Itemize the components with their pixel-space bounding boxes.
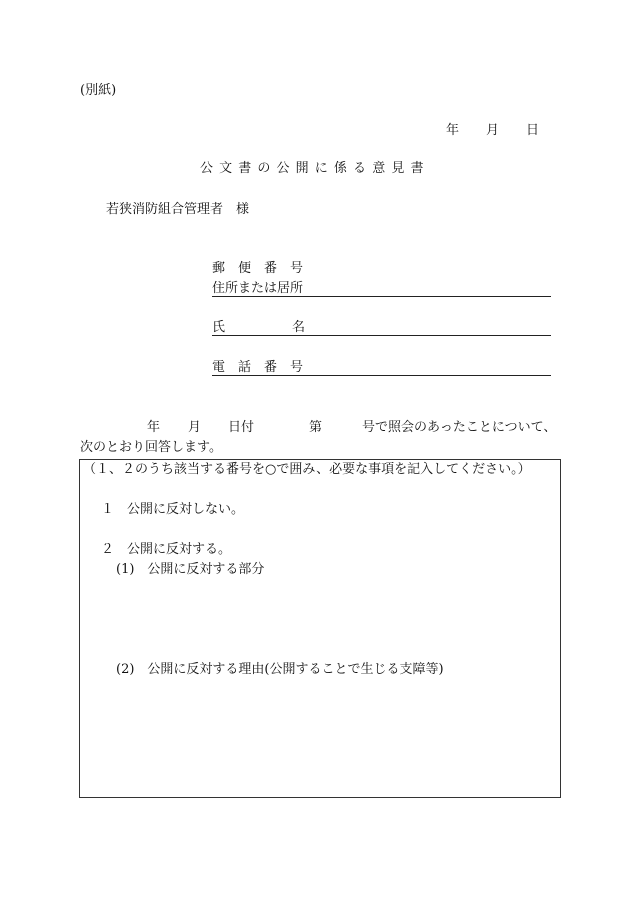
ref-day-dated: 日付	[228, 420, 255, 435]
name-field[interactable]	[212, 335, 551, 336]
ref-tail: 号で照会のあったことについて、	[362, 420, 557, 435]
ref-line2: 次のとおり回答します。	[80, 440, 222, 455]
ref-year: 年	[147, 420, 161, 435]
name-label-shi: 氏	[212, 320, 226, 335]
document-title: 公 文 書 の 公 開 に 係 る 意 見 書	[200, 161, 425, 176]
phone-field[interactable]	[212, 375, 551, 376]
date-month-label: 月	[486, 123, 500, 138]
name-label-mei: 名	[292, 320, 306, 335]
sub-item-2: (2) 公開に反対する理由(公開することで生じる支障等)	[116, 662, 444, 677]
phone-label: 電 話 番 号	[212, 360, 304, 375]
ref-dai: 第	[309, 420, 323, 435]
box-instruction: （１、２のうち該当する番号を○で囲み、必要な事項を記入してください。）	[83, 462, 531, 477]
attachment-label: (別紙)	[80, 83, 117, 98]
addressee: 若狭消防組合管理者 様	[106, 202, 250, 217]
option-1[interactable]: １ 公開に反対しない。	[101, 502, 245, 517]
postal-code-label: 郵 便 番 号	[212, 261, 304, 276]
date-year-label: 年	[446, 123, 460, 138]
option-2[interactable]: ２ 公開に反対する。	[101, 542, 232, 557]
address-label: 住所または居所	[212, 281, 304, 296]
date-day-label: 日	[526, 123, 540, 138]
sub-item-1: (1) 公開に反対する部分	[116, 562, 265, 577]
ref-month: 月	[188, 420, 202, 435]
address-field[interactable]	[212, 296, 551, 297]
